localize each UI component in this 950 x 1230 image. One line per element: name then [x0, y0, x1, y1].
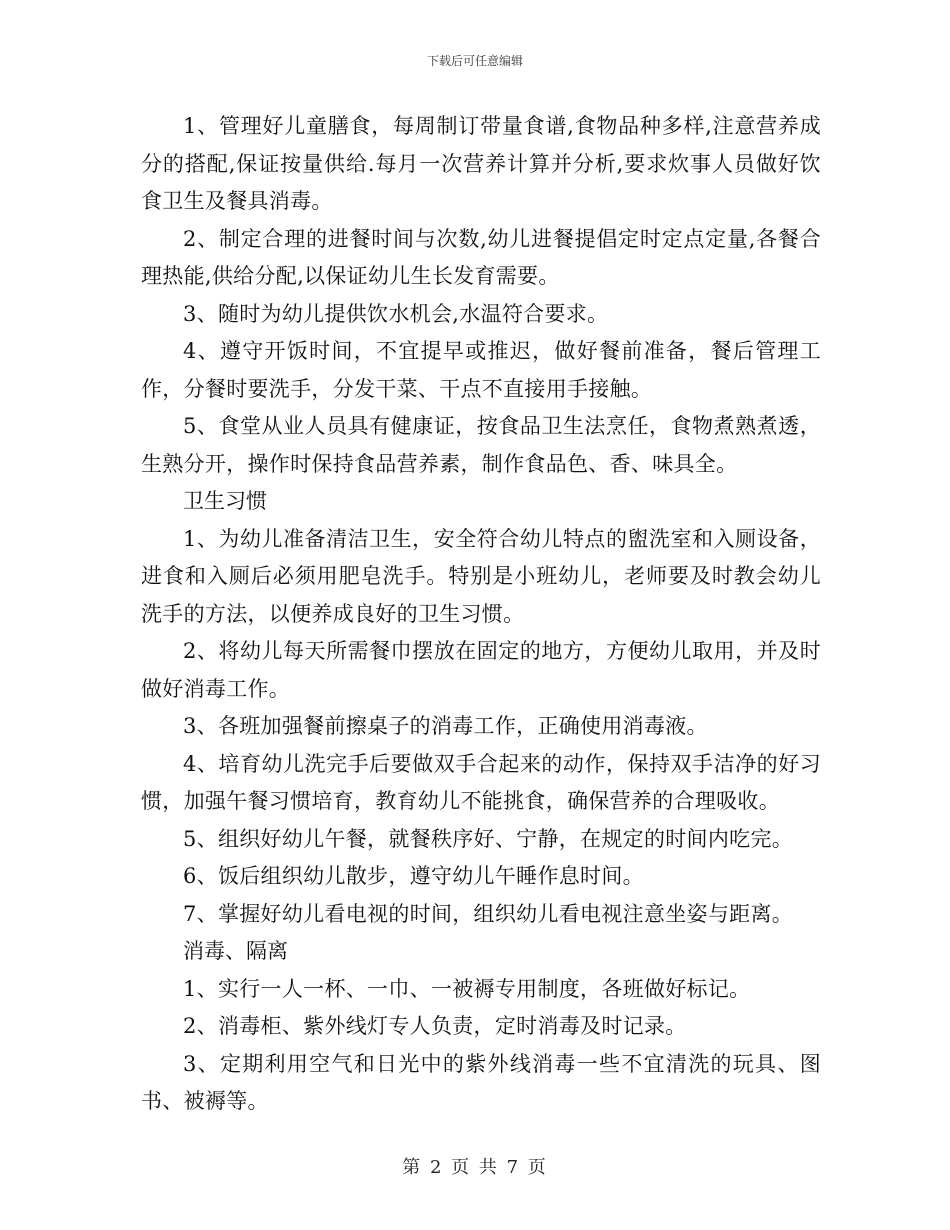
paragraph: 1、管理好儿童膳食，每周制订带量食谱,食物品种多样,注意营养成分的搭配,保证按量供给.每月一次营养计算并分析,要求炊事人员做好饮食卫生及餐具消毒。: [141, 114, 821, 213]
paragraph: 3、随时为幼儿提供饮水机会,水温符合要求。: [183, 301, 609, 326]
page-header: 下载后可任意编辑: [426, 54, 523, 68]
paragraph: 2、消毒柜、紫外线灯专人负责，定时消毒及时记录。: [183, 1014, 687, 1038]
paragraph: 7、掌握好幼儿看电视的时间，组织幼儿看电视注意坐姿与距离。: [183, 901, 794, 926]
page-footer: 第 2 页 共 7 页: [402, 1157, 548, 1178]
paragraph: 4、培育幼儿洗完手后要做双手合起来的动作，保持双手洁净的好习惯，加强午餐习惯培育，教育幼儿不能挑食，确保营养的合理吸收。: [141, 751, 821, 813]
paragraph: 3、定期利用空气和日光中的紫外线消毒一些不宜清洗的玩具、图书、被褥等。: [141, 1051, 821, 1113]
paragraph: 5、食堂从业人员具有健康证，按食品卫生法烹任，食物煮熟煮透，生熟分开，操作时保持食品营养素，制作食品色、香、味具全。: [141, 414, 821, 476]
paragraph: 3、各班加强餐前擦桌子的消毒工作，正确使用消毒液。: [183, 714, 708, 738]
paragraph: 4、遵守开饭时间，不宜提早或推迟，做好餐前准备，餐后管理工作，分餐时要洗手，分发干菜、干点不直接用手接触。: [141, 339, 821, 401]
paragraph: 2、制定合理的进餐时间与次数,幼儿进餐提倡定时定点定量,各餐合理热能,供给分配,以保证幼儿生长发育需要。: [141, 226, 821, 288]
paragraph: 1、为幼儿准备清洁卫生，安全符合幼儿特点的盥洗室和入厕设备，进食和入厕后必须用肥皂洗手。特别是小班幼儿，老师要及时教会幼儿洗手的方法，以便养成良好的卫生习惯。: [141, 526, 821, 626]
document-body: [141, 108, 821, 1121]
paragraph: 5、组织好幼儿午餐，就餐秩序好、宁静，在规定的时间内吃完。: [183, 826, 794, 851]
paragraph: 6、饭后组织幼儿散步，遵守幼儿午睡作息时间。: [183, 864, 644, 888]
paragraph: 1、实行一人一杯、一巾、一被褥专用制度，各班做好标记。: [183, 976, 751, 1001]
section-heading: 消毒、隔离: [183, 939, 288, 963]
section-heading: 卫生习惯: [183, 489, 267, 513]
paragraph: 2、将幼儿每天所需餐巾摆放在固定的地方，方便幼儿取用，并及时做好消毒工作。: [141, 639, 821, 701]
